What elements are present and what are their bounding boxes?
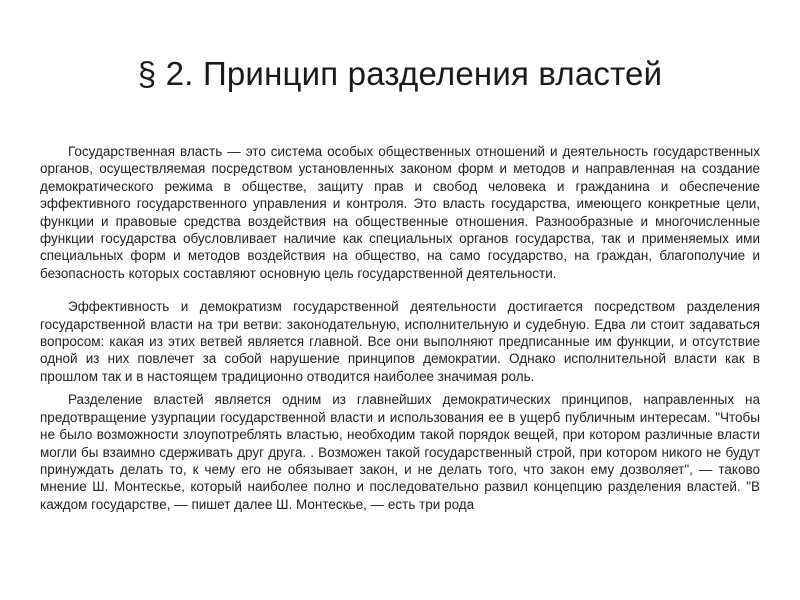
paragraph-branches-of-power: Эффективность и демократизм государственной деятельности достигается посредством разделения государственной власти на три ветви: законодательную, исполнительную и судебную. Едва ли стоит задаваться вопросом: какая из этих ветвей является главной. Все они выполняют предписанные им функции, и отсутствие одной из них повлечет за собой нарушение принципов демократии. Однако исполнительной власти как в прошлом так и в настоящем традиционно отводится наиболее значимая роль. <box>40 299 760 384</box>
slide-body <box>40 143 760 513</box>
paragraph-state-power: Государственная власть — это система особых общественных отношений и деятельность государственных органов, осуществляемая посредством установленных законом форм и методов и направленная на создание демократического режима в обществе, защиту прав и свобод человека и гражданина и обеспечение эффективного государственного управления и контроля. Это власть государства, имеющего конкретные цели, функции и правовые средства воздействия на общественные отношения. Разнообразные и многочисленные функции государства обусловливает наличие как специальных органов государства, так и применяемых ими специальных форм и методов воздействия на общество, на само государство, на граждан, благополучие и безопасность которых составляют основную цель государственной деятельности. <box>40 144 760 281</box>
paragraph-separation-of-powers: Разделение властей является одним из главнейших демократических принципов, направленных на предотвращение узурпации государственной власти и использования ее в ущерб публичным интересам. "Чтобы не было возможности злоупотреблять властью, необходим такой порядок вещей, при котором различные власти могли бы взаимно сдерживать друг друга. . Возможен такой государственный строй, при котором никого не будут принуждать делать то, к чему его не обязывает закон, и не делать того, что закон ему дозволяет", — таково мнение Ш. Монтескье, который наиболее полно и последовательно развил концепцию разделения властей. "В каждом государстве, — пишет далее Ш. Монтескье, — есть три рода <box>40 392 760 512</box>
slide-title: § 2. Принцип разделения властей <box>137 55 663 92</box>
